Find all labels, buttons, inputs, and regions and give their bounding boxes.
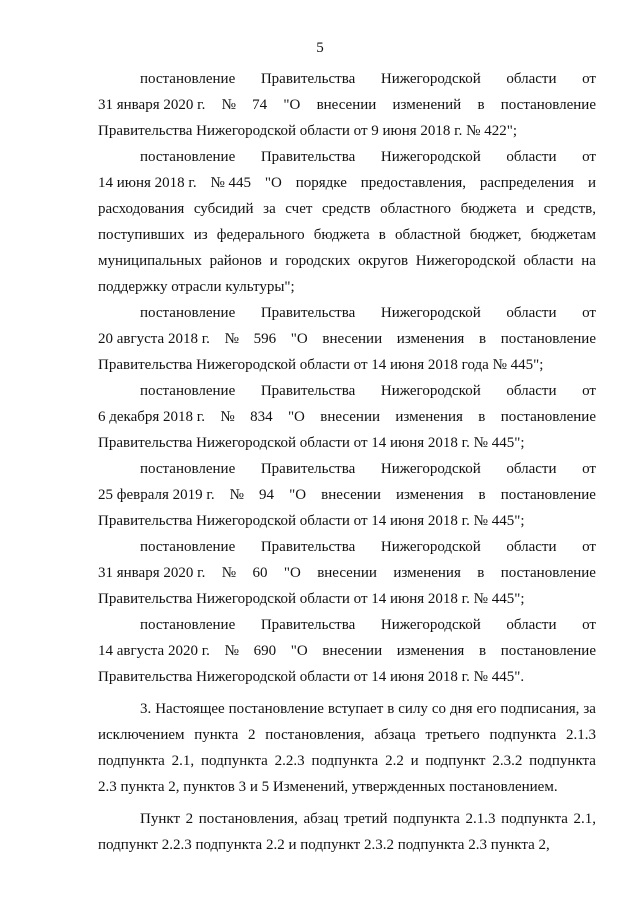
word: изменения (396, 331, 465, 347)
word: и (410, 753, 419, 769)
text-line (98, 300, 596, 326)
paragraph (98, 456, 596, 534)
word: Правительства Нижегородской области от 9 июня 2018 г. № 422"; (98, 123, 517, 139)
word: подпункта (501, 811, 568, 827)
paragraph (98, 378, 596, 456)
word: 834 (250, 409, 273, 425)
word: постановление (140, 71, 236, 87)
paragraph (98, 66, 596, 144)
word: внесении (316, 97, 377, 113)
word: 596 (253, 331, 277, 347)
paragraph (98, 144, 596, 300)
word: расходования (98, 201, 185, 217)
text-line (98, 404, 596, 430)
text-line (98, 508, 596, 534)
word: подпункт (300, 837, 361, 853)
word: 20 августа 2018 г. (98, 331, 210, 347)
text-line (98, 118, 596, 144)
word: изменения (393, 565, 461, 581)
word: 74 (252, 97, 268, 113)
word: области (506, 617, 557, 633)
word: постановление (140, 461, 236, 477)
word: предоставления, (360, 175, 467, 191)
text-line (98, 586, 596, 612)
text-line (98, 170, 596, 196)
word: Нижегородской (380, 539, 481, 555)
word: 2, (538, 837, 550, 853)
word: № (220, 409, 235, 425)
word: "О (283, 565, 301, 581)
word: Нижегородской (380, 383, 481, 399)
word: от (582, 539, 596, 555)
word: за (263, 201, 276, 217)
text-line (98, 196, 596, 222)
word: постановление (500, 643, 596, 659)
word: областной (394, 227, 461, 243)
word: от (582, 149, 596, 165)
text-line (98, 722, 596, 748)
word: 60 (252, 565, 268, 581)
word: Настоящее (155, 701, 225, 717)
word: средств (321, 201, 371, 217)
text-line (98, 352, 596, 378)
word: в (479, 331, 487, 347)
word: постановление (140, 149, 236, 165)
word: постановления, (265, 727, 365, 743)
page-number: 5 (316, 40, 324, 56)
word: № (224, 331, 239, 347)
word: подпункта (393, 811, 460, 827)
word: области (506, 461, 557, 477)
word: Правительства Нижегородской области от 14 июня 2018 г. № 445"; (98, 591, 525, 607)
word: изменений (392, 97, 462, 113)
word: Правительства Нижегородской области от 14 июня 2018 г. № 445". (98, 669, 525, 685)
word: Пункт (140, 811, 181, 827)
word: 2.1, (573, 811, 596, 827)
word: Нижегородской (380, 617, 481, 633)
word: 2.2.3 (274, 753, 305, 769)
word: исключением (98, 727, 185, 743)
word: пункта (490, 837, 535, 853)
word: в (478, 409, 486, 425)
paragraph (98, 696, 596, 800)
text-line (98, 482, 596, 508)
word: дня (450, 701, 473, 717)
text-line (98, 696, 596, 722)
text-line (98, 456, 596, 482)
word: Правительства Нижегородской области от 14 июня 2018 года № 445"; (98, 357, 544, 373)
word: и (526, 201, 535, 217)
word: изменения (395, 487, 464, 503)
word: № (224, 643, 239, 659)
word: постановление (500, 331, 596, 347)
paragraph (98, 534, 596, 612)
text-line (98, 92, 596, 118)
text-line (98, 222, 596, 248)
word: внесении (322, 331, 383, 347)
word: 2.3.2 (363, 837, 394, 853)
word: постановление (500, 487, 596, 503)
text-line (98, 748, 596, 774)
word: внесении (321, 487, 381, 503)
word: муниципальных (98, 253, 202, 269)
word: внесении (317, 565, 377, 581)
word: от (582, 617, 596, 633)
word: "О (264, 175, 282, 191)
word: в (378, 227, 386, 243)
word: поступивших (98, 227, 185, 243)
word: подпункта (98, 753, 165, 769)
word: "О (283, 97, 301, 113)
word: средств, (543, 201, 596, 217)
word: 31 января 2020 г. (98, 97, 206, 113)
word: "О (289, 487, 307, 503)
text-line (98, 806, 596, 832)
word: счет (285, 201, 313, 217)
word: Нижегородской (380, 149, 481, 165)
word: Нижегородской (380, 305, 481, 321)
word: "О (287, 409, 305, 425)
word: внесении (322, 643, 383, 659)
word: его (476, 701, 497, 717)
word: бюджета (313, 227, 370, 243)
word: 94 (259, 487, 275, 503)
word: области (506, 149, 557, 165)
word: подпункта (397, 837, 465, 853)
word: "О (290, 643, 308, 659)
word: постановление (500, 565, 596, 581)
word: от (582, 383, 596, 399)
word: области (506, 539, 557, 555)
word: абзац (303, 811, 339, 827)
word: за (583, 701, 596, 717)
word: третьего (425, 727, 480, 743)
text-line (98, 144, 596, 170)
word: на (581, 253, 596, 269)
word: в (477, 565, 485, 581)
word: Нижегородской (380, 71, 481, 87)
word: 2.1.3 (565, 727, 596, 743)
word: изменения (395, 409, 463, 425)
word: подпункт (425, 753, 486, 769)
word: постановление (500, 97, 596, 113)
paragraph (98, 612, 596, 690)
word: распределения (479, 175, 575, 191)
word: Нижегородской (380, 461, 481, 477)
word: 31 января 2020 г. (98, 565, 206, 581)
word: городских (285, 253, 351, 269)
word: 2.2.3 (161, 837, 192, 853)
text-line (98, 774, 596, 800)
text-line (98, 832, 596, 858)
word: Правительства (260, 71, 356, 87)
word: Правительства (260, 305, 356, 321)
word: Правительства (260, 383, 356, 399)
text-line (98, 430, 596, 456)
text-line (98, 638, 596, 664)
word: 3. (140, 701, 152, 717)
text-line (98, 378, 596, 404)
word: № (221, 97, 236, 113)
word: № 445 (210, 175, 252, 191)
word: области (506, 305, 557, 321)
word: со (431, 701, 447, 717)
word: изменения (396, 643, 465, 659)
word: постановления, (198, 811, 298, 827)
text-line (98, 664, 596, 690)
word: поддержку отрасли культуры"; (98, 279, 295, 295)
word: 6 декабря 2018 г. (98, 409, 205, 425)
word: субсидий (193, 201, 254, 217)
word: 2.3.2 (492, 753, 523, 769)
word: постановление (140, 305, 236, 321)
word: силу (398, 701, 428, 717)
text-line (98, 66, 596, 92)
text-line (98, 560, 596, 586)
word: внесении (320, 409, 381, 425)
word: Правительства (260, 149, 356, 165)
word: абзаца (374, 727, 416, 743)
word: и (587, 175, 596, 191)
text-line (98, 274, 596, 300)
word: постановление (140, 383, 236, 399)
word: в (478, 487, 486, 503)
word: третий (344, 811, 388, 827)
word: Правительства Нижегородской области от 14 июня 2018 г. № 445"; (98, 435, 525, 451)
word: в (479, 643, 487, 659)
word: постановление (140, 617, 236, 633)
word: "О (290, 331, 308, 347)
word: подпункта (195, 837, 263, 853)
word: Правительства (260, 539, 356, 555)
word: порядке (295, 175, 347, 191)
word: постановление (228, 701, 324, 717)
document-body (98, 66, 596, 858)
word: 2.1.3 (465, 811, 496, 827)
word: и (288, 837, 297, 853)
word: подпункта (200, 753, 268, 769)
word: подпункта (311, 753, 379, 769)
word: Правительства (260, 461, 356, 477)
word: бюджетам (530, 227, 596, 243)
word: Нижегородской (415, 253, 516, 269)
word: районов (209, 253, 262, 269)
word: области (506, 71, 557, 87)
word: 2.3 (468, 837, 487, 853)
paragraph (98, 300, 596, 378)
word: постановление (500, 409, 596, 425)
word: № (229, 487, 244, 503)
word: бюджет, (469, 227, 522, 243)
word: подпункт (98, 837, 158, 853)
word: в (477, 97, 485, 113)
word: 2.2 (265, 837, 285, 853)
word: областного (380, 201, 452, 217)
word: 690 (253, 643, 277, 659)
text-line (98, 248, 596, 274)
word: пункта (194, 727, 239, 743)
word: Правительства Нижегородской области от 14 июня 2018 г. № 445"; (98, 513, 525, 529)
word: 2 (248, 727, 256, 743)
word: 25 февраля 2019 г. (98, 487, 215, 503)
text-line (98, 326, 596, 352)
word: и (269, 253, 278, 269)
word: области (506, 383, 557, 399)
text-line (98, 612, 596, 638)
word: бюджета (460, 201, 517, 217)
word: 2.1, (171, 753, 195, 769)
word: вступает (327, 701, 384, 717)
word: области (523, 253, 574, 269)
paragraph (98, 806, 596, 858)
word: Правительства (260, 617, 356, 633)
word: от (582, 305, 596, 321)
word: постановление (140, 539, 236, 555)
word: округов (358, 253, 409, 269)
word: из (193, 227, 208, 243)
word: федерального (216, 227, 305, 243)
word: 14 августа 2020 г. (98, 643, 210, 659)
word: 14 июня 2018 г. (98, 175, 197, 191)
word: 2.3 пункта 2, пунктов 3 и 5 Изменений, утвержденных постановлением. (98, 779, 558, 795)
text-line (98, 534, 596, 560)
word: 2.2 (385, 753, 404, 769)
word: № (221, 565, 237, 581)
word: от (582, 461, 596, 477)
word: подпункта (529, 753, 596, 769)
word: 2 (185, 811, 194, 827)
word: подпункта (489, 727, 557, 743)
word: от (582, 71, 596, 87)
word: подписания, (500, 701, 580, 717)
word: в (387, 701, 395, 717)
